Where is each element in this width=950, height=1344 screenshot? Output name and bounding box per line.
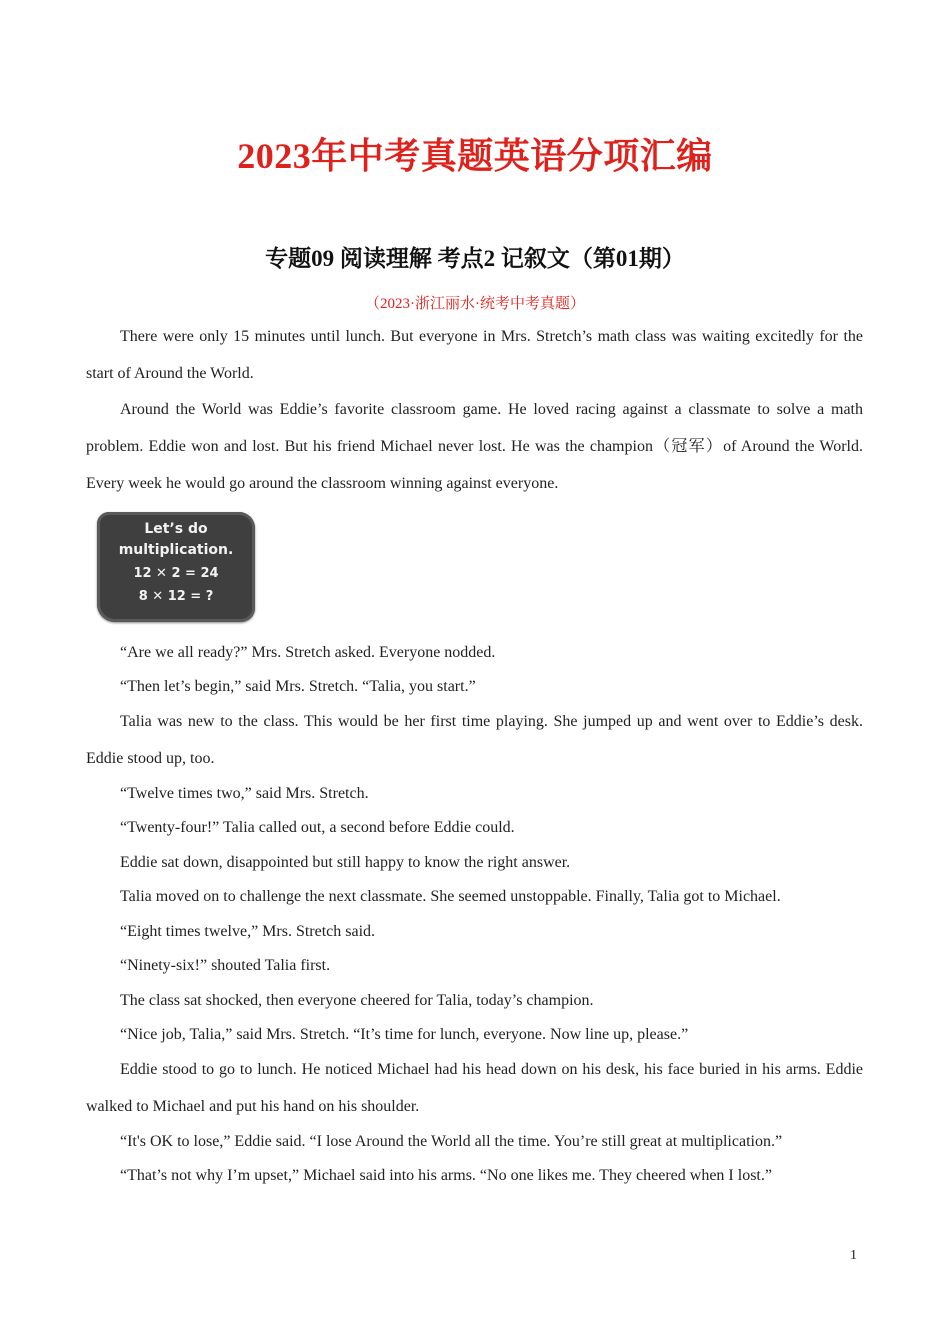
paragraph: Talia was new to the class. This would be her first time playing. She jumped up and went over to Eddie’s desk. Eddie stood up, too.: [86, 713, 863, 767]
paragraph: “Twelve times two,” said Mrs. Stretch.: [120, 785, 369, 802]
blackboard-line: multiplication.: [118, 542, 234, 558]
paragraph: Around the World was Eddie’s favorite classroom game. He loved racing against a classmate to solve a math problem. Eddie won and lost. But his friend Michael never lost. He was the champion（冠军）of Around the World. Every week he would go around the classroom winning against everyone.: [86, 401, 863, 492]
paragraph: Eddie sat down, disappointed but still happy to know the right answer.: [120, 854, 571, 871]
blackboard-line: 8 ✕ 12 = ?: [138, 589, 214, 604]
paragraph: Eddie stood to go to lunch. He noticed Michael had his head down on his desk, his face buried in his arms. Eddie walked to Michael and put his hand on his shoulder.: [86, 1061, 863, 1115]
blackboard-line: Let’s do: [144, 521, 208, 537]
subtitle: 专题09 阅读理解 考点2 记叙文（第01期）: [265, 246, 685, 271]
paragraph: The class sat shocked, then everyone cheered for Talia, today’s champion.: [120, 992, 594, 1009]
paragraph: “That’s not why I’m upset,” Michael said into his arms. “No one likes me. They cheered when I lost.”: [120, 1167, 772, 1184]
blackboard-image: [97, 512, 255, 622]
paragraph: “Are we all ready?” Mrs. Stretch asked. Everyone nodded.: [120, 644, 496, 661]
paragraph: “Eight times twelve,” Mrs. Stretch said.: [120, 923, 376, 940]
main-title: 2023年中考真题英语分项汇编: [237, 136, 713, 176]
blackboard-line: 12 ✕ 2 = 24: [133, 566, 219, 581]
page-number: 1: [850, 1248, 857, 1263]
paragraph: “Ninety-six!” shouted Talia first.: [120, 957, 331, 974]
paragraph: “It's OK to lose,” Eddie said. “I lose Around the World all the time. You’re still great at multiplication.”: [120, 1133, 783, 1150]
paragraph: “Nice job, Talia,” said Mrs. Stretch. “It’s time for lunch, everyone. Now line up, please.”: [120, 1026, 689, 1043]
paragraph: There were only 15 minutes until lunch. But everyone in Mrs. Stretch’s math class was waiting excitedly for the start of Around the World.: [86, 328, 863, 382]
source-note: （2023·浙江丽水·统考中考真题）: [365, 296, 585, 312]
paragraph: Talia moved on to challenge the next classmate. She seemed unstoppable. Finally, Talia got to Michael.: [120, 888, 781, 905]
paragraph: “Twenty-four!” Talia called out, a second before Eddie could.: [120, 819, 515, 836]
paragraph: “Then let’s begin,” said Mrs. Stretch. “Talia, you start.”: [120, 678, 476, 695]
